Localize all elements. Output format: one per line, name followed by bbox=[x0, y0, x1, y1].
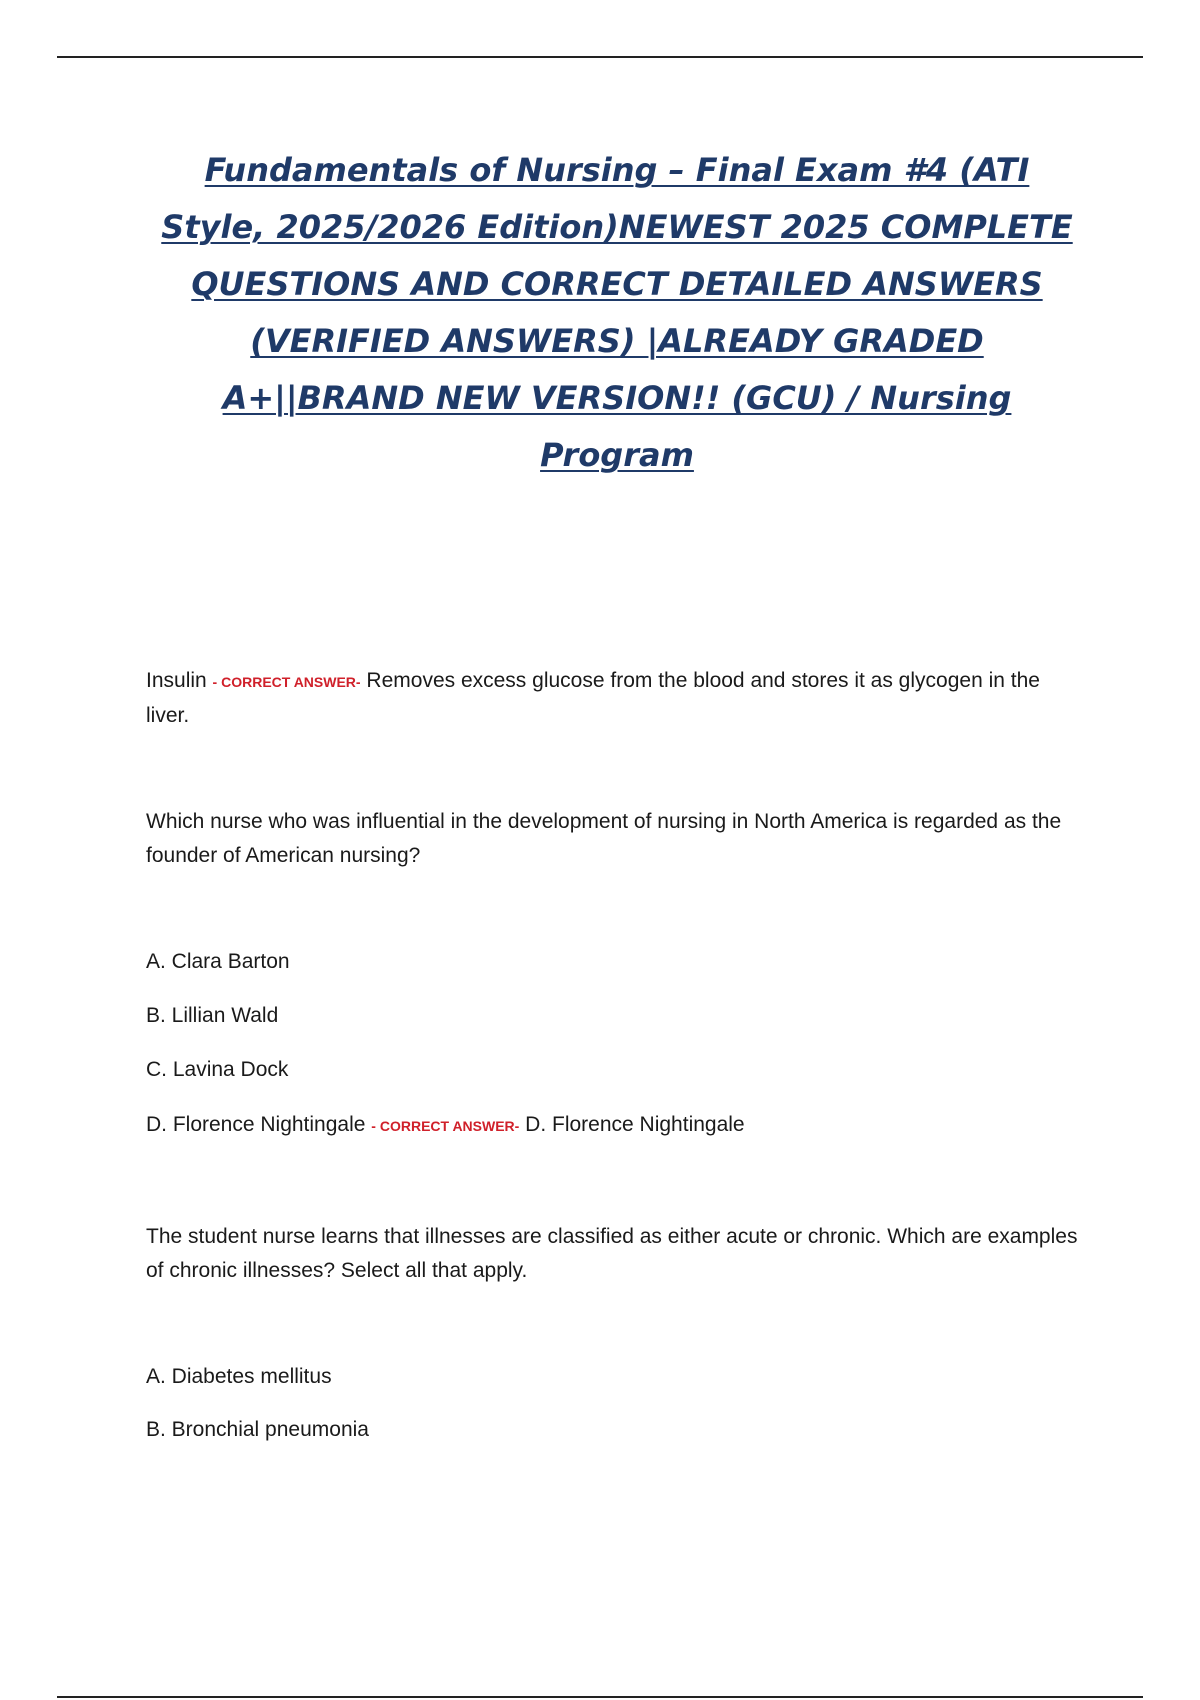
correct-answer-tag: - CORRECT ANSWER- bbox=[212, 674, 361, 690]
option-c: C. Lavina Dock bbox=[146, 1058, 289, 1081]
option-d: D. Florence Nightingale bbox=[146, 1113, 366, 1136]
option-b: B. Bronchial pneumonia bbox=[146, 1418, 369, 1441]
qa-item-insulin bbox=[146, 664, 1086, 733]
bottom-rule bbox=[57, 1696, 1143, 1698]
top-rule bbox=[57, 56, 1143, 58]
option-a: A. Diabetes mellitus bbox=[146, 1365, 332, 1388]
correct-answer-tag: - CORRECT ANSWER- bbox=[371, 1118, 520, 1134]
term-label: Insulin bbox=[146, 669, 207, 692]
question-text: Which nurse who was influential in the development of nursing in North America is regarded as the founder of American nursing? bbox=[146, 810, 1062, 867]
question-text: The student nurse learns that illnesses are classified as either acute or chronic. Which are examples of chronic illnesses? Select all that apply. bbox=[146, 1225, 1078, 1282]
answer-text: D. Florence Nightingale bbox=[525, 1113, 745, 1136]
option-d-with-answer bbox=[146, 1110, 1086, 1141]
document-title: Fundamentals of Nursing – Final Exam #4 (ATI Style, 2025/2026 Edition)NEWEST 2025 COMPLETE QUESTIONS AND CORRECT DETAILED ANSWERS (VERIFIED ANSWERS) |ALREADY GRADED A+||BRAND NEW VERSION!! (GCU) / Nursing Program bbox=[161, 151, 1073, 474]
option-a: A. Clara Barton bbox=[146, 950, 290, 973]
answer-text: Removes excess glucose from the blood and stores it as glycogen in the liver. bbox=[146, 669, 1040, 727]
option-b: B. Lillian Wald bbox=[146, 1004, 279, 1027]
